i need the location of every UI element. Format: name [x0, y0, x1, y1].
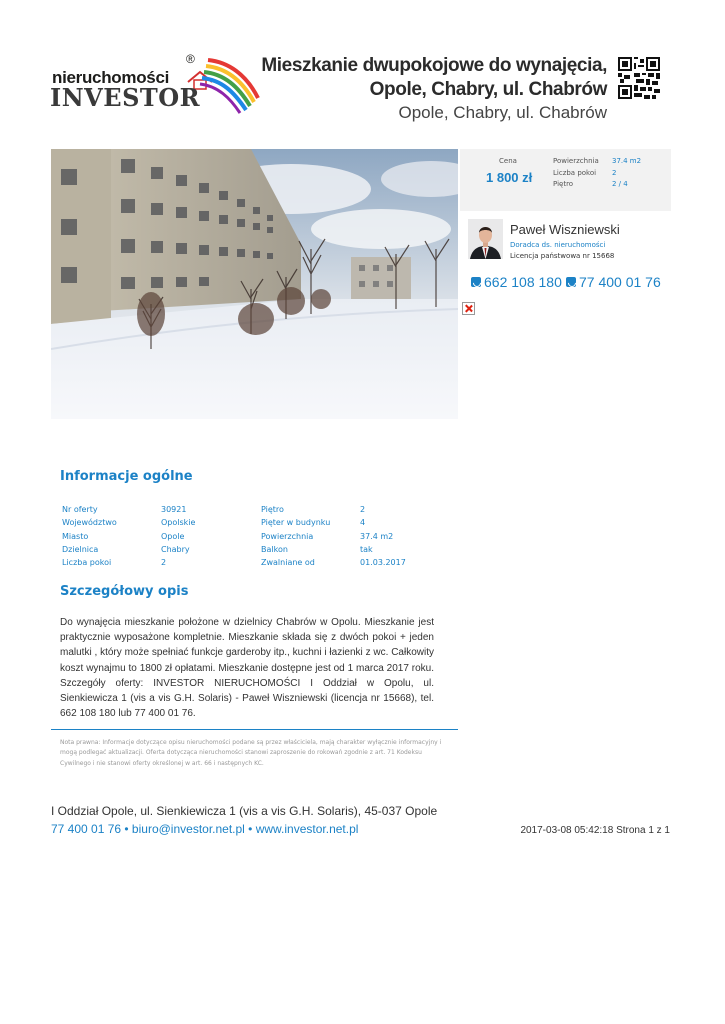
info-label: Pięter w budynku — [261, 518, 331, 528]
info-label: Zwalniane od — [261, 558, 315, 568]
listing-subtitle: Opole, Chabry, ul. Chabrów — [398, 103, 607, 122]
footer-address: I Oddział Opole, ul. Sienkiewicza 1 (vis a vis G.H. Solaris), 45-037 Opole — [51, 804, 438, 818]
logo-text-bottom: INVESTOR — [50, 83, 201, 112]
footer-date-page: 2017-03-08 05:42:18 Strona 1 z 1 — [520, 825, 670, 836]
info-row — [62, 543, 462, 556]
logo-registered-mark: ® — [186, 52, 195, 66]
info-value: tak — [360, 544, 373, 554]
rooms-value: 2 — [612, 169, 617, 177]
info-row — [62, 556, 462, 569]
divider — [51, 729, 458, 730]
legal-note: Nota prawna: Informacje dotyczące opisu nieruchomości podane są przez właściciela, mają charakter wyłącznie informacyjny i mogą podlegać aktualizacji. Oferta dotycząca nieruchomości stanowi zaproszenie do rokowań zgodnie z art. 71 Kodeksu Cywilnego i nie stanowi oferty określonej w art. 66 i następnych KC. — [60, 739, 442, 767]
area-label: Powierzchnia — [553, 157, 599, 165]
info-row — [62, 530, 462, 543]
listing-title: Mieszkanie dwupokojowe do wynajęcia, Opole, Chabry, ul. Chabrów — [261, 55, 607, 100]
company-logo — [48, 52, 258, 114]
info-value: 2 — [360, 505, 366, 514]
info-value: Chabry — [161, 544, 190, 554]
qr-code-icon — [618, 57, 660, 99]
info-label: Województwo — [62, 518, 117, 528]
description-text: Do wynajęcia mieszkanie położone w dzielnicy Chabrów w Opolu. Mieszkanie jest praktycznie wyposażone kompletnie. Mieszkanie składa się z dwóch pokoi + jeden malutki , który może spełniać funkcje garderoby itp., kuchni i łazienki z wc. Całkowity koszt wynajmu to 1800 zł opłatami. Mieszkanie dostępne jest od 1 marca 2017 roku. Szczegóły oferty: INVESTOR NIERUCHOMOŚCI I Oddział w Opolu, ul. Sienkiewicza 1 (vis a vis G.H. Solaris) - Paweł Wiszniewski (licencja nr 15668), tel. 662 108 180 lub 77 400 01 76. — [60, 617, 434, 720]
info-row — [62, 516, 462, 529]
general-info-heading: Informacje ogólne — [60, 469, 193, 484]
info-value: 2 — [161, 558, 167, 568]
agent-license: Licencja państwowa nr 15668 — [510, 252, 615, 260]
agent-phone-office-number: 77 400 01 76 — [579, 274, 661, 290]
rooms-label: Liczba pokoi — [553, 169, 597, 177]
info-label: Dzielnica — [62, 544, 99, 554]
info-value: 01.03.2017 — [360, 558, 406, 568]
info-label: Liczba pokoi — [62, 558, 112, 568]
agent-phone-office[interactable] — [566, 274, 661, 290]
info-value: 30921 — [161, 505, 187, 514]
floor-value: 2 / 4 — [612, 180, 628, 188]
agent-phone-mobile-number: 662 108 180 — [484, 274, 562, 290]
info-label: Powierzchnia — [261, 531, 314, 541]
agent-phone-mobile[interactable] — [471, 274, 562, 290]
price-value: 1 800 zł — [486, 170, 533, 185]
phone-icon — [471, 277, 481, 287]
info-value: 37.4 m2 — [360, 531, 394, 541]
details-heading: Szczegółowy opis — [60, 584, 189, 599]
agent-name: Paweł Wiszniewski — [510, 222, 620, 237]
general-info-table — [62, 503, 462, 569]
info-label: Nr oferty — [62, 505, 98, 514]
area-value: 37.4 m2 — [612, 157, 642, 165]
price-label: Cena — [499, 157, 517, 165]
info-value: Opole — [161, 531, 185, 541]
logo-text-top: nieruchomości — [52, 68, 170, 87]
phone-icon — [566, 277, 576, 287]
footer-contact[interactable]: 77 400 01 76 • biuro@investor.net.pl • www.investor.net.pl — [51, 822, 359, 836]
info-row — [62, 503, 462, 516]
info-value: 4 — [360, 518, 366, 528]
floor-label: Piętro — [553, 180, 574, 188]
property-photo[interactable] — [51, 149, 458, 419]
agent-role: Doradca ds. nieruchomości — [510, 241, 606, 249]
broken-image-icon — [462, 302, 475, 315]
info-value: Opolskie — [161, 518, 196, 528]
info-label: Balkon — [261, 544, 288, 554]
agent-avatar — [468, 219, 503, 259]
info-label: Piętro — [261, 505, 284, 514]
info-label: Miasto — [62, 531, 89, 541]
